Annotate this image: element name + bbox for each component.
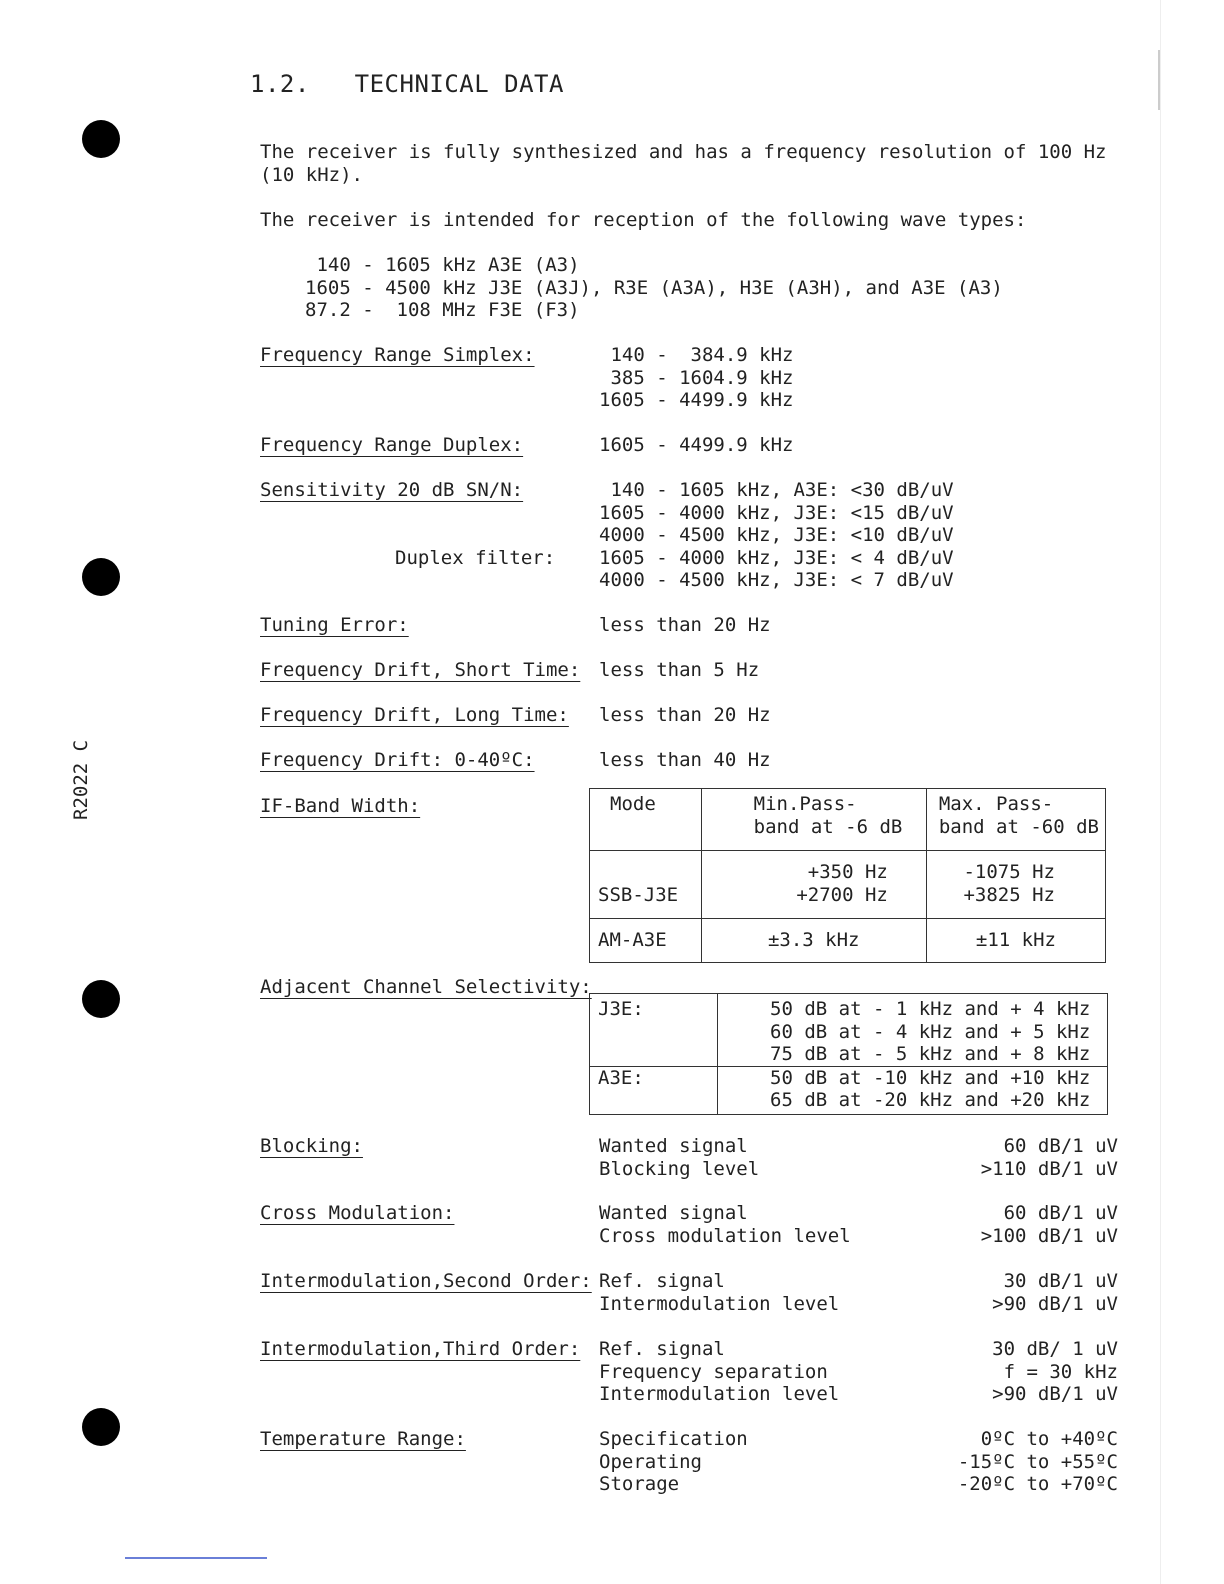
tuning-error-label: Tuning Error: xyxy=(260,614,409,636)
table-cell: SSB-J3E xyxy=(590,851,702,919)
if-bandwidth-table xyxy=(589,788,1106,963)
im3-names: Ref. signal Frequency separation Intermodulation level xyxy=(599,1338,840,1405)
intro-line-3: The receiver is intended for reception of the following wave types: xyxy=(260,209,1027,231)
wave-type-3: 87.2 - 108 MHz F3E (F3) xyxy=(305,299,580,321)
im2-names: Ref. signal Intermodulation level xyxy=(599,1270,840,1315)
section-title: 1.2. TECHNICAL DATA xyxy=(250,70,564,98)
drift-temp-label: Frequency Drift: 0-40ºC: xyxy=(260,749,535,771)
table-header-cell: Max. Pass- band at -60 dB xyxy=(926,789,1105,851)
table-header-cell: Min.Pass- band at -6 dB xyxy=(701,789,926,851)
duplex-filter-value-2: 4000 - 4500 kHz, J3E: < 7 dB/uV xyxy=(599,569,954,591)
table-row xyxy=(590,789,1106,851)
binder-hole-1 xyxy=(82,120,120,158)
table-cell: AM-A3E xyxy=(590,919,702,963)
binder-hole-4 xyxy=(82,1408,120,1446)
im3-values: 30 dB/ 1 uV f = 30 kHz >90 dB/1 uV xyxy=(992,1338,1118,1405)
cross-mod-names: Wanted signal Cross modulation level xyxy=(599,1202,851,1247)
document-id: R2022 C xyxy=(70,739,92,820)
duplex-filter-value-1: 1605 - 4000 kHz, J3E: < 4 dB/uV xyxy=(599,547,954,569)
binder-hole-3 xyxy=(82,980,120,1018)
table-row xyxy=(590,919,1106,963)
blocking-names: Wanted signal Blocking level xyxy=(599,1135,760,1180)
adjacent-selectivity-label: Adjacent Channel Selectivity: xyxy=(260,976,592,998)
sensitivity-value-2: 1605 - 4000 kHz, J3E: <15 dB/uV xyxy=(599,502,954,524)
im2-label: Intermodulation,Second Order: xyxy=(260,1270,592,1292)
im3-label: Intermodulation,Third Order: xyxy=(260,1338,581,1360)
intro-line-2: (10 kHz). xyxy=(260,164,363,186)
table-cell: 50 dB at -10 kHz and +10 kHz 65 dB at -20 kHz and +20 kHz xyxy=(718,1066,1108,1114)
drift-short-value: less than 5 Hz xyxy=(599,659,760,681)
sensitivity-value-1: 140 - 1605 kHz, A3E: <30 dB/uV xyxy=(599,479,954,501)
page-edge-line xyxy=(1160,0,1161,1584)
freq-duplex-label: Frequency Range Duplex: xyxy=(260,434,524,456)
freq-duplex-value: 1605 - 4499.9 kHz xyxy=(599,434,794,456)
freq-simplex-label: Frequency Range Simplex: xyxy=(260,344,535,366)
footer-rule xyxy=(125,1557,267,1559)
sensitivity-label: Sensitivity 20 dB SN/N: xyxy=(260,479,524,501)
sensitivity-value-3: 4000 - 4500 kHz, J3E: <10 dB/uV xyxy=(599,524,954,546)
duplex-filter-label: Duplex filter: xyxy=(395,547,556,569)
drift-long-label: Frequency Drift, Long Time: xyxy=(260,704,569,726)
drift-temp-value: less than 40 Hz xyxy=(599,749,771,771)
temperature-names: Specification Operating Storage xyxy=(599,1428,748,1495)
cross-mod-label: Cross Modulation: xyxy=(260,1202,455,1224)
table-cell: ±3.3 kHz xyxy=(701,919,926,963)
wave-type-2: 1605 - 4500 kHz J3E (A3J), R3E (A3A), H3E (A3H), and A3E (A3) xyxy=(305,277,1003,299)
wave-type-1: 140 - 1605 kHz A3E (A3) xyxy=(305,254,580,276)
table-cell: +350 Hz +2700 Hz xyxy=(701,851,926,919)
table-cell: 50 dB at - 1 kHz and + 4 kHz 60 dB at - 4 kHz and + 5 kHz 75 dB at - 5 kHz and + 8 kHz xyxy=(718,994,1108,1067)
table-cell: -1075 Hz +3825 Hz xyxy=(926,851,1105,919)
drift-short-label: Frequency Drift, Short Time: xyxy=(260,659,581,681)
binder-hole-2 xyxy=(82,558,120,596)
temperature-label: Temperature Range: xyxy=(260,1428,466,1450)
adjacent-selectivity-table xyxy=(589,993,1108,1115)
temperature-values: 0ºC to +40ºC -15ºC to +55ºC -20ºC to +70ºC xyxy=(957,1428,1118,1495)
table-header-cell: Mode xyxy=(590,789,702,851)
im2-values: 30 dB/1 uV >90 dB/1 uV xyxy=(992,1270,1118,1315)
cross-mod-values: 60 dB/1 uV >100 dB/1 uV xyxy=(980,1202,1118,1247)
freq-simplex-value-1: 140 - 384.9 kHz xyxy=(599,344,794,366)
table-row xyxy=(590,851,1106,919)
table-cell: A3E: xyxy=(590,1066,718,1114)
drift-long-value: less than 20 Hz xyxy=(599,704,771,726)
blocking-values: 60 dB/1 uV >110 dB/1 uV xyxy=(980,1135,1118,1180)
freq-simplex-value-3: 1605 - 4499.9 kHz xyxy=(599,389,794,411)
tuning-error-value: less than 20 Hz xyxy=(599,614,771,636)
table-row xyxy=(590,1066,1108,1114)
intro-line-1: The receiver is fully synthesized and has a frequency resolution of 100 Hz xyxy=(260,141,1107,163)
blocking-label: Blocking: xyxy=(260,1135,363,1157)
if-bandwidth-label: IF-Band Width: xyxy=(260,795,421,817)
table-cell: J3E: xyxy=(590,994,718,1067)
table-row xyxy=(590,994,1108,1067)
table-cell: ±11 kHz xyxy=(926,919,1105,963)
freq-simplex-value-2: 385 - 1604.9 kHz xyxy=(599,367,794,389)
